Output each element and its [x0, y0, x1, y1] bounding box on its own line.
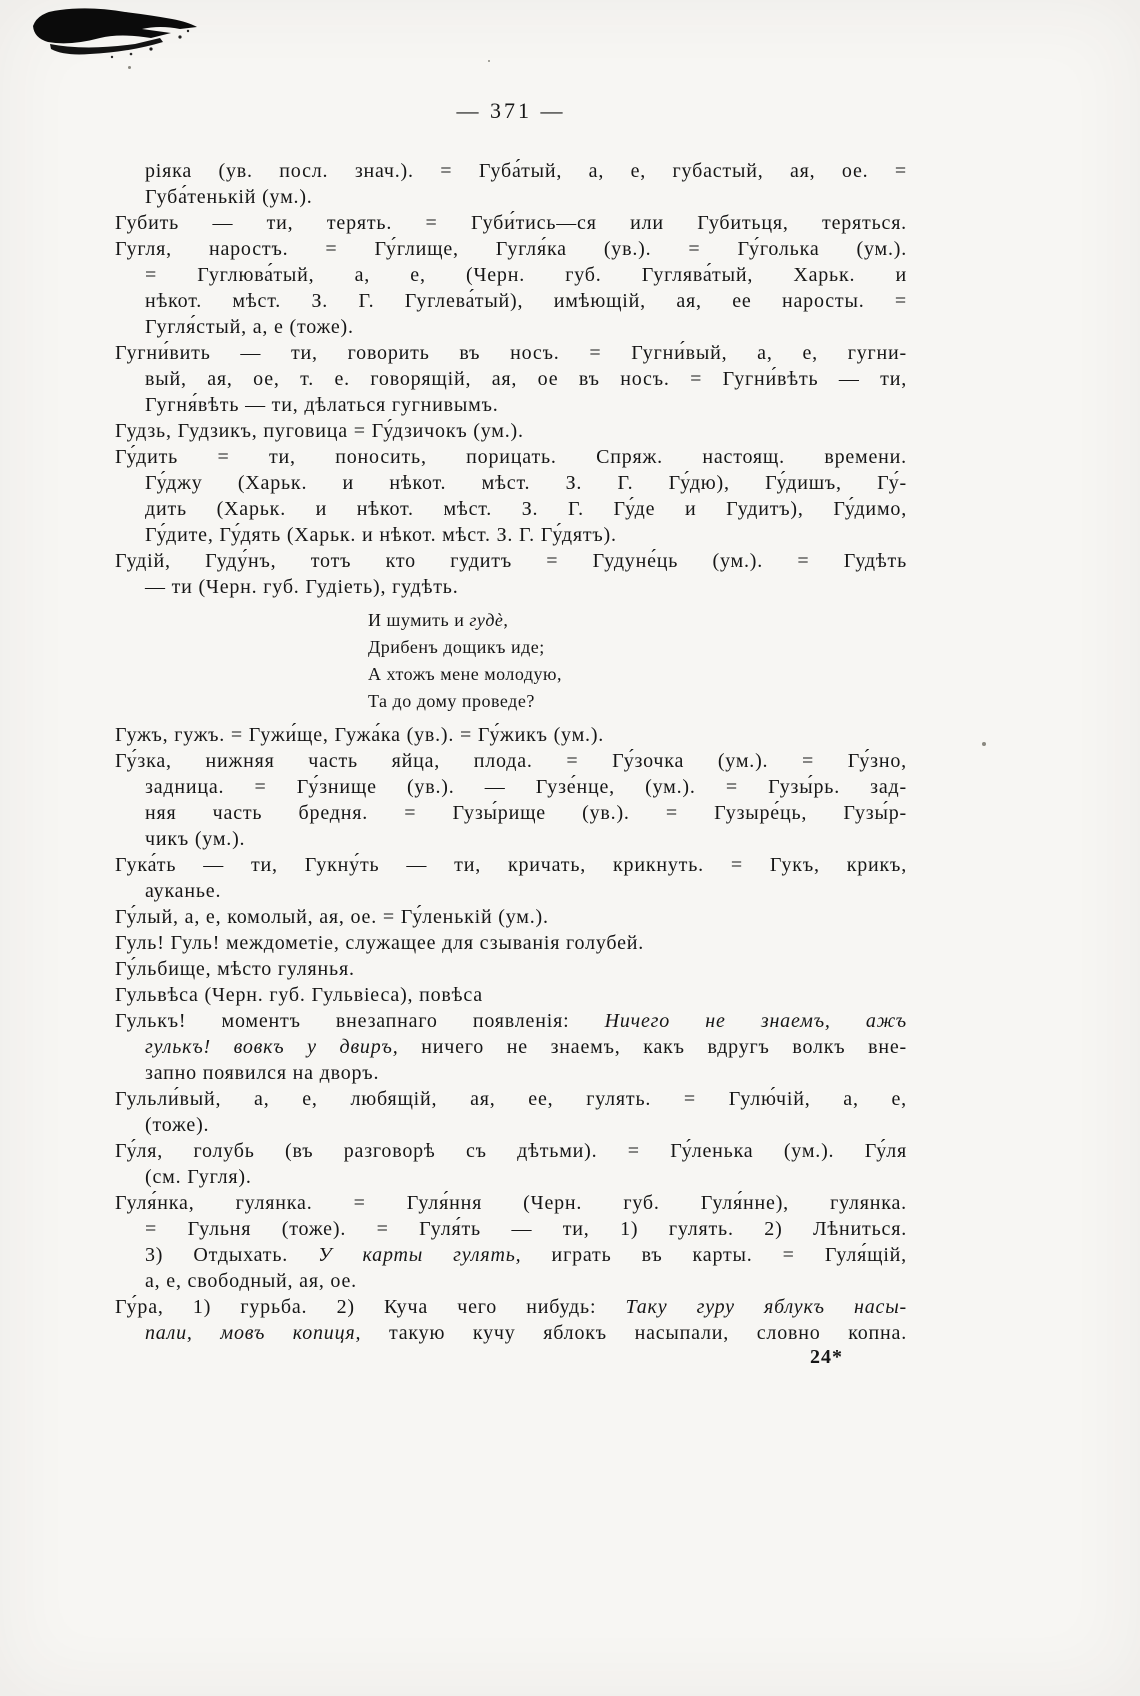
text-line [115, 956, 907, 982]
text-line [115, 930, 907, 956]
text-line [115, 314, 907, 340]
text-segment: Гу́льбище, мѣсто гулянья. [115, 958, 355, 980]
text-line [115, 904, 907, 930]
text-segment: Гульвѣса (Черн. губ. Гульвіеса), повѣса [115, 984, 483, 1006]
text-segment: Гудзь, Гудзикъ, пуговица = Гу́дзичокъ (ум.). [115, 420, 524, 442]
text-line [115, 158, 907, 184]
text-line [115, 574, 907, 600]
text-segment: Гу́дите, Гу́дять (Харьк. и нѣкот. мѣст. З. Г. Гу́дятъ). [145, 524, 617, 546]
italic-text-segment: Таку гуру яблукъ насы- [625, 1296, 907, 1318]
italic-text-segment: У карты гулять, [318, 1244, 522, 1266]
scan-speck [128, 66, 131, 69]
text-line [115, 340, 907, 366]
text-line [115, 1242, 907, 1268]
text-line [115, 470, 907, 496]
text-segment: = Гульня (тоже). = Гуля́ть — ти, 1) гулять. 2) Лѣниться. [145, 1218, 907, 1240]
text-segment: , [503, 610, 509, 630]
text-line [115, 1190, 907, 1216]
text-segment: задница. = Гу́знище (ув.). — Гузе́нце, (ум.). = Гузы́рь. зад- [145, 776, 907, 798]
text-segment: 3) Отдыхать. [145, 1244, 319, 1266]
text-segment: А хтожъ мене молодую, [368, 664, 562, 684]
text-segment: запно появился на дворъ. [145, 1062, 380, 1084]
text-line [115, 982, 907, 1008]
scan-speck [982, 742, 986, 746]
text-segment: ничего не знаемъ, какъ вдругъ волкъ вне- [398, 1036, 907, 1058]
text-segment: Гу́ра, 1) гурьба. 2) Куча чего нибудь: [115, 1296, 626, 1318]
text-line [115, 800, 907, 826]
text-segment: Гу́зка, нижняя часть яйца, плода. = Гу́зочка (ум.). = Гу́зно, [115, 750, 907, 772]
verse-line [115, 607, 907, 634]
text-segment: (тоже). [145, 1114, 210, 1136]
text-line [115, 236, 907, 262]
italic-text-segment: пали, мовъ копиця, [145, 1322, 362, 1344]
text-segment: — ти (Черн. губ. Гудіеть), гудѣть. [145, 576, 459, 598]
text-segment: Гудій, Гуду́нъ, тотъ кто гудитъ = Гудуне́ць (ум.). = Гудѣть [115, 550, 907, 572]
text-segment: няя часть бредня. = Гузы́рище (ув.). = Гузыре́ць, Гузы́р- [145, 802, 907, 824]
text-segment: Гулькъ! моментъ внезапнаго появленія: [115, 1010, 605, 1032]
verse-line [115, 688, 907, 715]
text-segment: Гугня́вѣть — ти, дѣлаться гугнивымъ. [145, 394, 499, 416]
text-line [115, 826, 907, 852]
text-line [115, 1034, 907, 1060]
text-line [115, 1164, 907, 1190]
text-line [115, 852, 907, 878]
text-line [115, 392, 907, 418]
text-segment: (см. Гугля). [145, 1166, 252, 1188]
text-segment: играть въ карты. = Гуля́щій, [521, 1244, 907, 1266]
text-segment: чикъ (ум.). [145, 828, 246, 850]
text-line [115, 1216, 907, 1242]
text-line [115, 262, 907, 288]
text-segment: = Гуглюва́тый, а, е, (Черн. губ. Гуглява́тый, Харьк. и [145, 264, 907, 286]
verse-line [115, 634, 907, 661]
text-segment: Гу́лый, а, е, комолый, ая, ое. = Гу́ленькій (ум.). [115, 906, 549, 928]
text-segment: Гу́ля, голубь (въ разговорѣ съ дѣтьми). = Гу́ленька (ум.). Гу́ля [115, 1140, 907, 1162]
text-line [115, 184, 907, 210]
text-line [115, 444, 907, 470]
text-segment: Гугля́стый, а, е (тоже). [145, 316, 354, 338]
text-line [115, 418, 907, 444]
scan-speck [488, 60, 490, 62]
text-segment: Губить — ти, терять. = Губи́тись—ся или Губитьця, теряться. [115, 212, 907, 234]
text-line [115, 774, 907, 800]
text-segment: Гугля, наростъ. = Гу́глище, Гугля́ка (ув.). = Гу́голька (ум.). [115, 238, 907, 260]
italic-text-segment: Ничего не знаемъ, ажъ [604, 1010, 907, 1032]
text-segment: Дрибенъ дощикъ иде; [368, 637, 545, 657]
text-segment: а, е, свободный, ая, ое. [145, 1270, 357, 1292]
text-segment: Гугни́вить — ти, говорить въ носъ. = Гугни́вый, а, е, гугни- [115, 342, 907, 364]
text-segment: вый, ая, ое, т. е. говорящій, ая, ое въ носъ. = Гугни́вѣть — ти, [145, 368, 907, 390]
italic-text-segment: гудѐ [469, 610, 504, 630]
text-line [115, 288, 907, 314]
text-line [115, 366, 907, 392]
ink-stain-artifact [30, 6, 200, 64]
text-line [115, 1320, 907, 1346]
text-line [115, 522, 907, 548]
text-segment: нѣкот. мѣст. З. Г. Гуглева́тый), имѣющій, ая, ее наросты. = [145, 290, 907, 312]
text-segment: Та до дому проведе? [368, 691, 535, 711]
text-line [115, 1138, 907, 1164]
text-segment: Гу́джу (Харьк. и нѣкот. мѣст. З. Г. Гу́дю), Гу́дишъ, Гу́- [145, 472, 907, 494]
text-line [115, 878, 907, 904]
text-segment: Гульли́вый, а, е, любящій, ая, ее, гулять. = Гулю́чій, а, е, [115, 1088, 907, 1110]
text-segment: И шумить и [368, 610, 470, 630]
text-segment: Гу́дить = ти, поносить, порицать. Спряж. настоящ. времени. [115, 446, 907, 468]
text-segment: ауканье. [145, 880, 222, 902]
text-line [115, 1086, 907, 1112]
text-line [115, 1060, 907, 1086]
text-line [115, 748, 907, 774]
text-segment: Гуль! Гуль! междометіе, служащее для сзыванія голубей. [115, 932, 645, 954]
text-segment: Губа́тенькій (ум.). [145, 186, 313, 208]
text-line [115, 1112, 907, 1138]
text-line [115, 548, 907, 574]
text-segment: Гуля́нка, гулянка. = Гуля́ння (Черн. губ. Гуля́нне), гулянка. [115, 1192, 907, 1214]
text-segment: Гука́ть — ти, Гукну́ть — ти, кричать, крикнуть. = Гукъ, крикъ, [115, 854, 907, 876]
text-segment: ріяка (ув. посл. знач.). = Губа́тый, а, е, губастый, ая, ое. = [145, 160, 907, 182]
text-line [115, 1008, 907, 1034]
text-line [115, 1294, 907, 1320]
text-segment: дить (Харьк. и нѣкот. мѣст. З. Г. Гу́де и Гудитъ), Гу́димо, [145, 498, 907, 520]
text-line [115, 722, 907, 748]
verse-line [115, 661, 907, 688]
page-number: — 371 — [456, 98, 566, 123]
text-segment: Гужъ, гужъ. = Гужи́ще, Гужа́ка (ув.). = Гу́жикъ (ум.). [115, 724, 605, 746]
text-block [115, 158, 907, 1346]
italic-text-segment: гулькъ! вовкъ у двиръ, [145, 1036, 399, 1058]
text-line [115, 496, 907, 522]
text-line [115, 210, 907, 236]
printer-signature-mark: 24* [810, 1346, 843, 1368]
text-segment: такую кучу яблокъ насыпали, словно копна. [361, 1322, 907, 1344]
text-line [115, 1268, 907, 1294]
